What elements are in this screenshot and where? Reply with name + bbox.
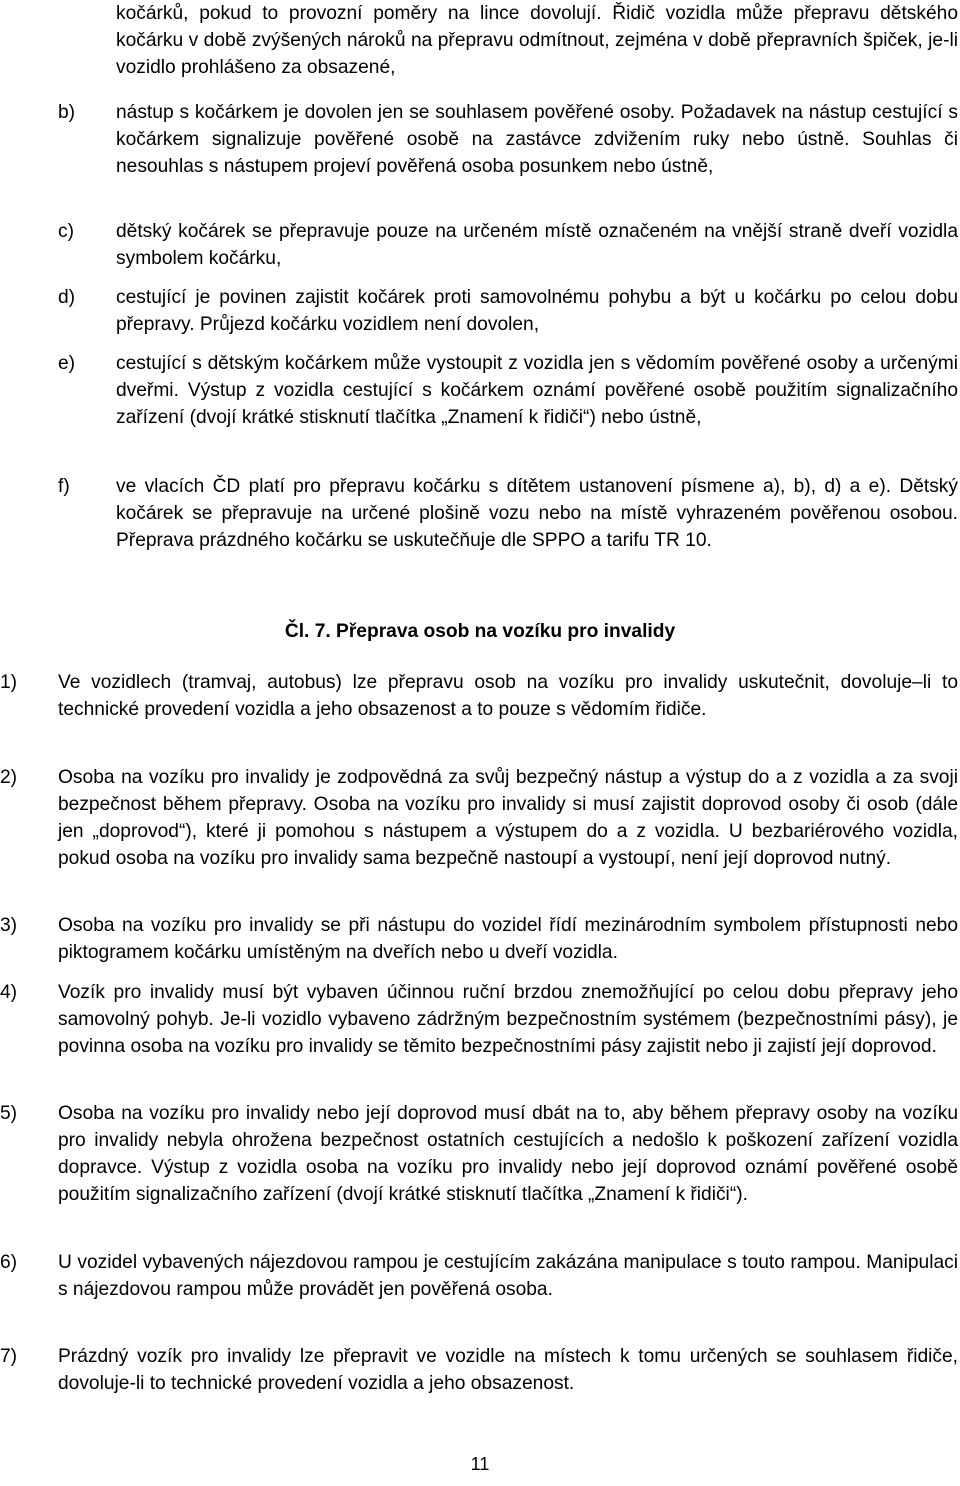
item-text: Vozík pro invalidy musí být vybaven účinnou ruční brzdou znemožňující po celou dobu přepravy jeho samovolný pohyb. Je-li vozidlo vybaveno zádržným bezpečnostním systémem (bezpečnostními pásy), je povinna osoba na vozíku pro invalidy se těmito bezpečnostními pásy zajistit nebo ji zajistí její doprovod. [58,982,958,1057]
item-text: cestující s dětským kočárkem může vystoupit z vozidla jen s vědomím pověřené osoby a určenými dveřmi. Výstup z vozidla cestující s kočárkem oznámí pověřené osobě použitím signalizačního zařízení (dvojí krátké stisknutí tlačítka „Znamení k řidiči“) nebo ústně, [116,353,958,428]
item-number: 4) [0,982,18,1003]
list-item-5 [0,1100,958,1208]
item-label: e) [58,353,76,374]
intro-continuation: kočárků, pokud to provozní poměry na lince dovolují. Řidič vozidla může přepravu dětského kočárku v době zvýšených nároků na přepravu odmítnout, zejména v době přepravních špiček, je-li vozidlo prohlášeno za obsazené, [116,3,958,78]
item-number: 7) [0,1346,18,1367]
list-item-f [58,473,958,554]
item-text: U vozidel vybavených nájezdovou rampou je cestujícím zakázána manipulace s touto rampou. Manipulaci s nájezdovou rampou může provádět jen pověřená osoba. [58,1252,958,1300]
item-label: d) [58,287,76,308]
item-text: dětský kočárek se přepravuje pouze na určeném místě označeném na vnější straně dveří vozidla symbolem kočárku, [116,221,958,269]
item-label: c) [58,221,74,242]
list-item-2 [0,764,958,872]
item-text: Osoba na vozíku pro invalidy se při nástupu do vozidel řídí mezinárodním symbolem přístupnosti nebo piktogramem kočárku umístěným na dveřích nebo u dveří vozidla. [58,915,958,963]
item-text: nástup s kočárkem je dovolen jen se souhlasem pověřené osoby. Požadavek na nástup cestující s kočárkem signalizuje pověřené osobě na zastávce zdvižením ruky nebo ústně. Souhlas či nesouhlas s nástupem projeví pověřená osoba posunkem nebo ústně, [116,102,958,177]
list-item-d [58,284,958,338]
item-number: 6) [0,1252,18,1273]
list-item-e [58,350,958,431]
item-number: 1) [0,672,18,693]
item-label: f) [58,476,70,497]
item-text: cestující je povinen zajistit kočárek proti samovolnému pohybu a být u kočárku po celou dobu přepravy. Průjezd kočárku vozidlem není dovolen, [116,287,958,335]
list-item-c [58,218,958,272]
item-text: Osoba na vozíku pro invalidy je zodpovědná za svůj bezpečný nástup a výstup do a z vozidla a za svoji bezpečnost během přepravy. Osoba na vozíku pro invalidy si musí zajistit doprovod osoby či osob (dále jen „doprovod“), které ji pomohou s nástupem a výstupem do a z vozidla. U bezbariérového vozidla, pokud osoba na vozíku pro invalidy sama bezpečně nastoupí a vystoupí, není její doprovod nutný. [58,767,958,869]
list-item-6 [0,1249,958,1303]
list-item-3 [0,912,958,966]
list-item-1 [0,669,958,723]
item-text: Osoba na vozíku pro invalidy nebo její doprovod musí dbát na to, aby během přepravy osoby na vozíku pro invalidy nebyla ohrožena bezpečnost ostatních cestujících a nedošlo k poškození zařízení vozidla dopravce. Výstup z vozidla osoba na vozíku pro invalidy nebo její doprovod oznámí pověřené osobě použitím signalizačního zařízení (dvojí krátké stisknutí tlačítka „Znamení k řidiči“). [58,1103,958,1205]
list-item-7 [0,1343,958,1397]
item-number: 3) [0,915,18,936]
item-label: b) [58,102,76,123]
item-text: Ve vozidlech (tramvaj, autobus) lze přepravu osob na vozíku pro invalidy uskutečnit, dovoluje–li to technické provedení vozidla a jeho obsazenost a to pouze s vědomím řidiče. [58,672,958,720]
page-number: 11 [470,1454,490,1474]
list-item-b [58,99,958,180]
item-number: 2) [0,767,18,788]
article-heading: Čl. 7. Přeprava osob na vozíku pro invalidy [284,621,676,642]
item-text: ve vlacích ČD platí pro přepravu kočárku s dítětem ustanovení písmene a), b), d) a e). Dětský kočárek se přepravuje na určené plošině vozu nebo na místě vyhrazeném pověřenou osobou. Přeprava prázdného kočárku se uskutečňuje dle SPPO a tarifu TR 10. [116,476,958,551]
list-item-4 [0,979,958,1060]
item-text: Prázdný vozík pro invalidy lze přepravit ve vozidle na místech k tomu určených se souhlasem řidiče, dovoluje-li to technické provedení vozidla a jeho obsazenost. [58,1346,958,1394]
item-number: 5) [0,1103,18,1124]
